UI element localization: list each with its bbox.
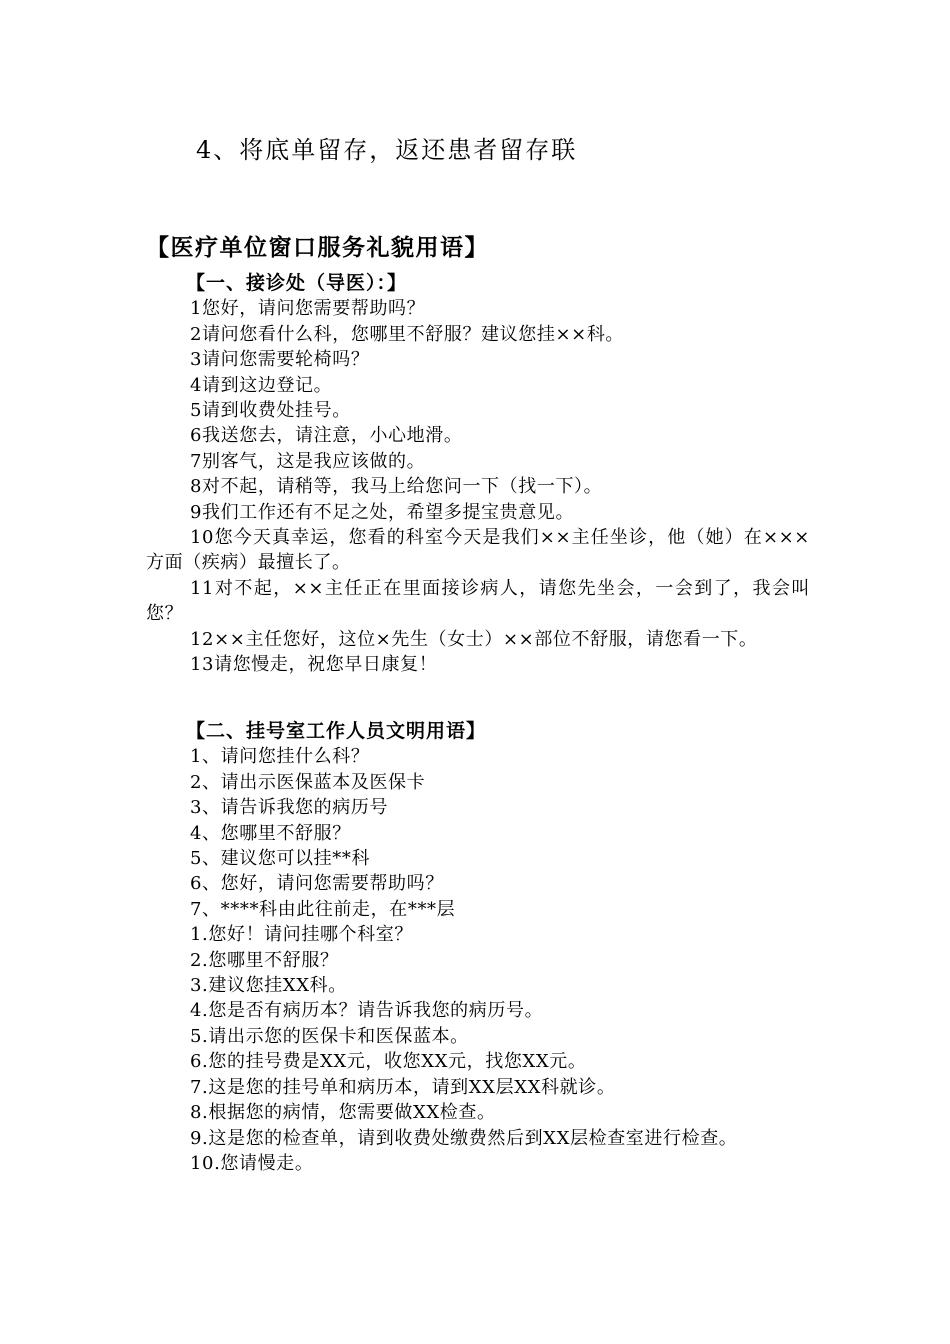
phrase-line: 4.您是否有病历本？请告诉我您的病历号。 — [190, 1000, 544, 1022]
phrase-line: 2.您哪里不舒服？ — [190, 949, 339, 971]
phrase-line: 5请到收费处挂号。 — [190, 400, 351, 422]
phrase-line: 8.根据您的病情，您需要做XX检查。 — [190, 1102, 496, 1124]
phrase-line: 6.您的挂号费是XX元，收您XX元，找您XX元。 — [190, 1051, 587, 1073]
phrase-line: 7、****科由此往前走，在***层 — [190, 898, 456, 920]
section-registration — [146, 719, 810, 1176]
section-heading: 【二、挂号室工作人员文明用语】 — [186, 720, 487, 742]
document-title: 【医疗单位窗口服务礼貌用语】 — [146, 234, 489, 261]
phrase-line: 9我们工作还有不足之处，希望多提宝贵意见。 — [190, 501, 575, 523]
phrase-line: 11对不起，××主任正在里面接诊病人，请您先坐会，一会到了，我会叫您？ — [146, 577, 810, 625]
phrase-line: 7别客气，这是我应该做的。 — [190, 450, 426, 472]
phrase-line: 2、请出示医保蓝本及医保卡 — [190, 771, 426, 793]
step-line: 4、将底单留存，返还患者留存联 — [196, 136, 578, 164]
section-reception — [146, 271, 810, 678]
phrase-line: 4、您哪里不舒服？ — [190, 822, 351, 844]
phrase-line: 7.这是您的挂号单和病历本，请到XX层XX科就诊。 — [190, 1076, 616, 1098]
phrase-line: 1您好，请问您需要帮助吗？ — [190, 298, 426, 320]
phrase-line: 1、请问您挂什么科？ — [190, 746, 370, 768]
phrase-line: 12××主任您好，这位×先生（女士）××部位不舒服，请您看一下。 — [190, 628, 758, 650]
phrase-line: 5.请出示您的医保卡和医保蓝本。 — [190, 1025, 469, 1047]
phrase-line: 3、请告诉我您的病历号 — [190, 797, 389, 819]
phrase-line: 13请您慢走，祝您早日康复！ — [190, 654, 438, 676]
phrase-line: 9.这是您的检查单，请到收费处缴费然后到XX层检查室进行检查。 — [190, 1127, 738, 1149]
phrase-line: 4请到这边登记。 — [190, 374, 333, 396]
phrase-line: 10您今天真幸运，您看的科室今天是我们××主任坐诊，他（她）在×××方面（疾病）最擅长了。 — [146, 527, 810, 574]
phrase-line: 3请问您需要轮椅吗？ — [190, 349, 370, 371]
phrase-line: 3.建议您挂XX科。 — [190, 975, 347, 997]
phrase-line: 10.您请慢走。 — [190, 1152, 314, 1174]
phrase-line: 6、您好，请问您需要帮助吗？ — [190, 873, 444, 895]
phrase-line: 1.您好！请问挂哪个科室？ — [190, 924, 413, 946]
phrase-line: 5、建议您可以挂**科 — [190, 848, 371, 870]
phrase-line: 8对不起，请稍等，我马上给您问一下（找一下）。 — [190, 476, 603, 498]
phrase-line: 2请问您看什么科，您哪里不舒服？建议您挂××科。 — [190, 323, 625, 345]
section-heading: 【一、接诊处（导医）：】 — [186, 272, 408, 294]
phrase-line: 6我送您去，请注意，小心地滑。 — [190, 425, 463, 447]
